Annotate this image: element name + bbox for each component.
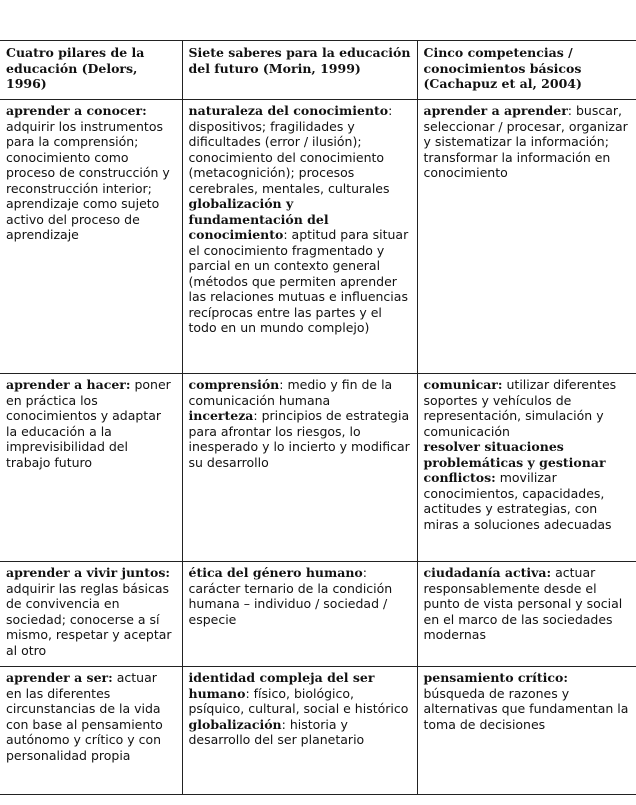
term: aprender a aprender bbox=[423, 103, 568, 118]
definition: actuar en las diferentes circunstancias de la vida con base al pensamiento autónomo y crítico y con personalidad propia bbox=[6, 670, 163, 763]
definition: : principios de estrategia para afrontar los riesgos, lo inesperado y lo incierto y modificar su desarrollo bbox=[188, 408, 410, 470]
term: ciudadanía activa: bbox=[423, 565, 552, 580]
table-row bbox=[0, 562, 636, 667]
header-cachapuz: Cinco competencias / conocimientos básicos (Cachapuz et al, 2004) bbox=[417, 41, 636, 100]
definition: adquirir los instrumentos para la comprensión; conocimiento como proceso de construcción y reconstrucción interior; aprendizaje como sujeto activo del proceso de aprendizaje bbox=[6, 118, 170, 242]
cell-competence bbox=[417, 562, 636, 667]
definition: movilizar conocimientos, capacidades, actitudes y estrategias, con miras a soluciones adecuadas bbox=[423, 470, 612, 532]
cell-pillar bbox=[0, 374, 182, 562]
term: incerteza bbox=[188, 408, 254, 423]
definition: : físico, biológico, psíquico, cultural, social e histórico bbox=[188, 685, 409, 716]
definition: : historia y desarrollo del ser planetario bbox=[188, 716, 365, 747]
term: resolver situaciones problemáticas y gestionar conflictos: bbox=[423, 439, 606, 485]
header-delors: Cuatro pilares de la educación (Delors, 1996) bbox=[0, 41, 182, 100]
table-row bbox=[0, 667, 636, 795]
definition: : buscar, seleccionar / procesar, organizar y sistematizar la información; transformar la información en conocimiento bbox=[423, 103, 628, 180]
term: ética del género humano bbox=[188, 565, 363, 580]
cell-knowledge bbox=[182, 667, 417, 795]
cell-pillar bbox=[0, 100, 182, 374]
table-row bbox=[0, 374, 636, 562]
term: comprensión bbox=[188, 377, 280, 392]
term: pensamiento crítico: bbox=[423, 670, 568, 685]
cell-competence bbox=[417, 374, 636, 562]
cell-competence bbox=[417, 667, 636, 795]
definition: poner en práctica los conocimientos y adaptar la educación a la imprevisibilidad del trabajo futuro bbox=[6, 377, 171, 470]
term: aprender a vivir juntos: bbox=[6, 565, 170, 580]
cell-knowledge bbox=[182, 562, 417, 667]
table-row bbox=[0, 100, 636, 374]
cell-competence bbox=[417, 100, 636, 374]
definition: utilizar diferentes soportes y vehículos de representación, simulación y comunicación bbox=[423, 377, 617, 439]
definition: : medio y fin de la comunicación humana bbox=[188, 377, 393, 408]
term: naturaleza del conocimiento bbox=[188, 103, 389, 118]
term: globalización y fundamentación del conocimiento bbox=[188, 196, 329, 242]
definition: : dispositivos; fragilidades y dificultades (error / ilusión); conocimiento del conocimiento (metacognición); procesos cerebrales, mentales, culturales bbox=[188, 103, 393, 196]
term: aprender a hacer: bbox=[6, 377, 131, 392]
header-row bbox=[0, 41, 636, 100]
term: globalización bbox=[188, 716, 282, 732]
definition: adquirir las reglas básicas de convivencia en sociedad; conocerse a sí mismo, respetar y aceptar al otro bbox=[6, 580, 172, 658]
term: comunicar: bbox=[423, 377, 503, 392]
definition: : aptitud para situar el conocimiento fragmentado y parcial en un contexto general (métodos que permiten aprender las relaciones mutuas e influencias recíprocas entre las partes y el todo en un mundo complejo) bbox=[188, 227, 409, 335]
definition: actuar responsablemente desde el punto de vista personal y social en el marco de las sociedades modernas bbox=[423, 565, 623, 642]
cell-knowledge bbox=[182, 100, 417, 374]
cell-pillar bbox=[0, 667, 182, 795]
cell-pillar bbox=[0, 562, 182, 667]
header-morin: Siete saberes para la educación del futuro (Morin, 1999) bbox=[182, 41, 417, 100]
definition: : carácter ternario de la condición humana – individuo / sociedad / especie bbox=[188, 565, 393, 627]
term: identidad compleja del ser humano bbox=[188, 670, 375, 701]
cell-knowledge bbox=[182, 374, 417, 562]
term: aprender a conocer: bbox=[6, 103, 147, 118]
comparison-table bbox=[0, 40, 636, 795]
term: aprender a ser: bbox=[6, 670, 113, 685]
definition: búsqueda de razones y alternativas que fundamentan la toma de decisiones bbox=[423, 685, 629, 732]
